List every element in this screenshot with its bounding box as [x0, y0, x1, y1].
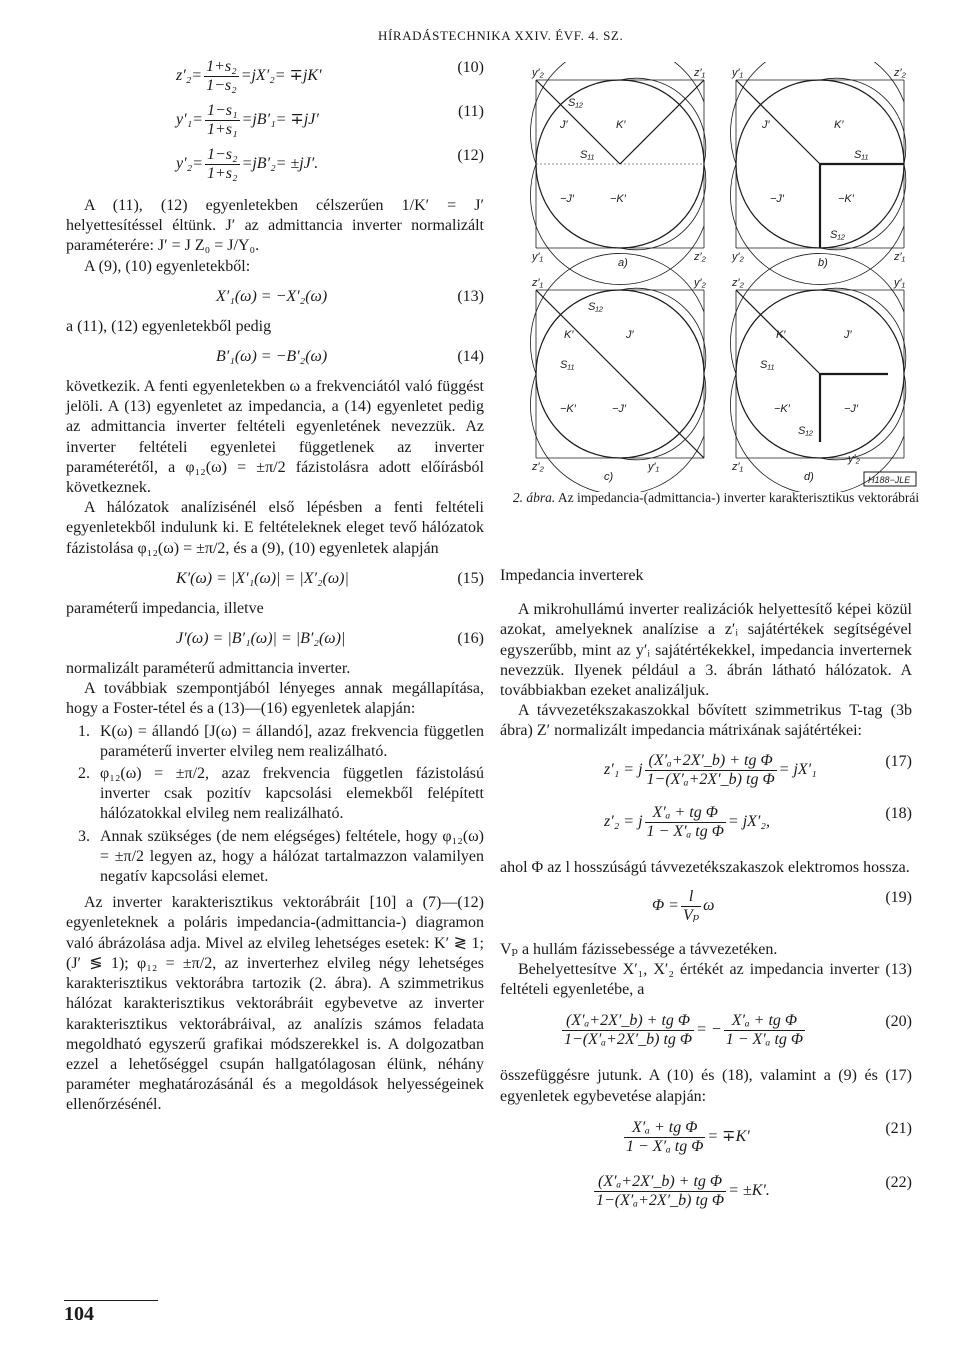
svg-text:−K′: −K′ [838, 193, 854, 205]
equation-number: (17) [885, 752, 912, 770]
paragraph: Az inverter karakterisztikus vektorábráit [10] a (7)—(12) egyenleteknek a poláris impedancia-(admittancia-) diagramon való ábrázolása adja. Mivel az elvileg lehetséges esetek: K′ ≷ 1; (J′ ≶ 1); φ₁₂ = ±π/2, az inverterhez elvileg négy lehetséges karakterisztikus vektorábra tartozik (2. ábra). A szimmetrikus hálózat karakterisztikus vektorábráit egybevetve az inverter karakterisztikus vektorábráival, az analízis számos feladata megoldható egyszerű grafikai módszerekkel is. A dolgozatban ezzel a lehetőséggel csupán hallgatólagosan élünk, néhány paraméter meghatározásánál és a megoldások helyességeinek ellenőrzésénél. [66, 894, 484, 1114]
paragraph: Behelyettesítve X′₁, X′₂ értékét az impedancia inverter (13) feltételi egyenletébe, a [500, 961, 912, 999]
svg-text:−K′: −K′ [610, 193, 626, 205]
svg-text:K′: K′ [776, 329, 786, 341]
equation-13: X′₁(ω) = −X′₂(ω) (13) [66, 287, 484, 317]
equation-number: (14) [457, 348, 484, 366]
section-title: Impedancia inverterek [500, 567, 644, 584]
equation-17: z′₁ = j $\frac{\text{(X′ₐ+2X′\_b) + tg Φ}}{\text{1−(X′ₐ+2X′\_b) tg Φ}}$ = jX′₁ (17) [604, 751, 912, 788]
equation-number: (15) [457, 569, 484, 587]
running-header: HÍRADÁSTECHNIKA XXIV. ÉVF. 4. SZ. [378, 28, 624, 43]
equation-20: $\frac{\text{(X′ₐ+2X′\_b) + tg Φ}}{\text{1−(X′ₐ+2X′\_b) tg Φ}}$ = − $\frac{\text{X′ₐ + tg Φ}}{\text{1 − X′ₐ tg Φ}}$ (20) [564, 1012, 912, 1049]
page-number: 104 [64, 1300, 158, 1326]
paragraph: A továbbiak szempontjából lényeges annak megállapítása, hogy a Foster-tétel és a (13)—(16) egyenletek alapján: [66, 680, 484, 718]
equation-number: (18) [885, 804, 912, 822]
paragraph: paraméterű impedancia, illetve [66, 599, 264, 617]
svg-text:−J′: −J′ [560, 193, 574, 205]
list-item: 2. φ₁₂(ω) = ±π/2, azaz frekvencia független fázistolású inverter csak pozitív kapcsolási elemekből felépített hálózatokkal elvileg nem realizálható. [78, 765, 484, 823]
panel-c [530, 253, 705, 492]
equation-14: B′₁(ω) = −B′₂(ω) (14) [66, 347, 484, 377]
equation-11: y′₁= $\frac{\text{1−s₁}}{\text{1+s₁}}$ =jB′₁= ∓jJ′ (11) [176, 102, 484, 138]
equation-16: J′(ω) = |B′₁(ω)| = |B′₂(ω)| (16) [66, 629, 484, 659]
svg-text:K′: K′ [564, 329, 574, 341]
equation-18: z′₂ = j $\frac{\text{X′ₐ + tg Φ}}{\text{1 − X′ₐ tg Φ}}$ = jX′₂, (18) [604, 803, 912, 840]
svg-text:J′: J′ [762, 119, 770, 131]
svg-text:y′₂: y′₂ [532, 67, 544, 79]
equation-number: (19) [885, 888, 912, 906]
svg-text:S₁₁: S₁₁ [854, 149, 869, 161]
paragraph: A hálózatok analízisénél első lépésben a fenti feltételi egyenletekből indulunk ki. E feltételeknek eleget tevő hálózatok fázistolása φ₁₂(ω) = ±π/2, és a (9), (10) egyenletek alapján [66, 499, 484, 557]
svg-text:J′: J′ [844, 329, 852, 341]
svg-text:S₁₁: S₁₁ [560, 359, 575, 371]
equation-15: K′(ω) = |X′₁(ω)| = |X′₂(ω)| (15) [66, 569, 484, 599]
svg-text:S₁₂: S₁₂ [830, 229, 846, 241]
right-column [500, 556, 912, 1217]
equation-number: (21) [885, 1119, 912, 1137]
svg-text:z′₂: z′₂ [894, 67, 906, 79]
svg-text:S₁₂: S₁₂ [568, 97, 584, 109]
svg-text:S₁₂: S₁₂ [588, 301, 604, 313]
equation-number: (20) [885, 1013, 912, 1031]
svg-text:y′₂: y′₂ [848, 453, 860, 465]
vector-diagrams [508, 62, 918, 492]
svg-text:y′₁: y′₁ [532, 251, 544, 263]
paragraph: A (11), (12) egyenletekben célszerűen 1/K′ = J′ helyettesítéssel éltünk. J′ az admittancia inverter normalizált paraméterére: J′ = J Z₀ = J/Y₀. [66, 197, 484, 255]
paragraph: összefüggésre jutunk. A (10) és (18), valamint a (9) és (17) egyenletek egybevetése alapján: [500, 1067, 912, 1105]
equation-number: (22) [885, 1173, 912, 1191]
svg-text:−K′: −K′ [560, 403, 576, 415]
paragraph: normalizált paraméterű admittancia inverter. [66, 660, 351, 678]
equation-number: (12) [457, 147, 484, 164]
svg-text:z′₂: z′₂ [694, 251, 706, 263]
svg-text:−K′: −K′ [774, 403, 790, 415]
panel-a [530, 62, 705, 285]
paragraph: következik. A fenti egyenletekben ω a frekvenciától való függést jelöli. A (13) egyenletet az impedancia, a (14) egyenletet pedig az admittancia inverter feltételi egyenletének nevezzük. Az inverter feltételi egyenletei függetlenek az inverter paraméterétől, a φ₁₂(ω) = ±π/2 fázistolásra adott előírásból következnek. [66, 378, 484, 497]
svg-text:b): b) [818, 257, 828, 269]
equation-10: z′₂= $\frac{\text{1+s₂}}{\text{1−s₂}}$ =jX′₂= ∓jK′ (10) [176, 58, 484, 94]
panel-b [730, 62, 905, 285]
panel-d [730, 253, 905, 492]
svg-text:S₁₁: S₁₁ [760, 359, 775, 371]
svg-text:y′₁: y′₁ [732, 67, 744, 79]
svg-text:y′₁: y′₁ [894, 277, 906, 289]
svg-text:S₁₂: S₁₂ [798, 425, 814, 437]
paragraph: a (11), (12) egyenletekből pedig [66, 317, 272, 335]
svg-text:J′: J′ [626, 329, 634, 341]
svg-text:−J′: −J′ [770, 193, 784, 205]
svg-text:y′₁: y′₁ [648, 461, 660, 473]
svg-text:z′₁: z′₁ [532, 277, 544, 289]
svg-text:d): d) [804, 471, 814, 483]
svg-text:H188−JLE: H188−JLE [868, 475, 911, 485]
svg-text:z′₁: z′₁ [694, 67, 706, 79]
svg-text:z′₂: z′₂ [732, 277, 744, 289]
svg-text:−J′: −J′ [844, 403, 858, 415]
equation-22: $\frac{\text{(X′ₐ+2X′\_b) + tg Φ}}{\text{1−(X′ₐ+2X′\_b) tg Φ}}$ = ±K′. (22) [596, 1172, 912, 1209]
svg-text:J′: J′ [560, 119, 568, 131]
figure-2 [508, 62, 918, 492]
svg-text:K′: K′ [834, 119, 844, 131]
svg-text:y′₂: y′₂ [732, 251, 744, 263]
paragraph: A távvezetékszakaszokkal bővített szimmetrikus T-tag (3b ábra) Z′ normalizált impedancia mátrixának sajátértékei: [500, 702, 912, 740]
svg-text:−J′: −J′ [612, 403, 626, 415]
paragraph: Vₚ a hullám fázissebessége a távvezetéken. [500, 940, 778, 958]
equation-12: y′₂= $\frac{\text{1−s₂}}{\text{1+s₂}}$ =jB′₂= ±jJ′. (12) [176, 146, 484, 182]
equation-21: $\frac{\text{X′ₐ + tg Φ}}{\text{1 − X′ₐ tg Φ}}$ = ∓K′ (21) [626, 1118, 912, 1155]
svg-text:z′₁: z′₁ [732, 461, 744, 473]
svg-text:z′₂: z′₂ [532, 461, 544, 473]
equation-number: (13) [457, 287, 484, 305]
svg-text:c): c) [604, 471, 614, 483]
svg-text:S₁₁: S₁₁ [580, 149, 595, 161]
paragraph: A (9), (10) egyenletekből: [84, 257, 251, 275]
equation-number: (10) [457, 59, 484, 76]
figure-caption: 2. ábra. Az impedancia-(admittancia-) inverter karakterisztikus vektorábrái [512, 490, 920, 505]
list-item: 3. Annak szükséges (de nem elégséges) feltétele, hogy φ₁₂(ω) = ±π/2 legyen az, hogy a hálózat tartalmazzon valamilyen negatív kapcsolási elemet. [78, 827, 484, 886]
svg-text:a): a) [618, 257, 628, 269]
equation-19: Φ = $\frac{l}{\text{Vₚ}}$ ω (19) [652, 887, 912, 924]
equation-number: (11) [457, 103, 484, 120]
paragraph: ahol Φ az l hosszúságú távvezetékszakaszok elektromos hossza. [500, 858, 910, 876]
left-column [66, 58, 484, 1116]
svg-text:y′₂: y′₂ [694, 277, 706, 289]
list-item: 1. K(ω) = állandó [J(ω) = állandó], azaz frekvencia független paraméterű inverter elvileg nem realizálható. [78, 722, 484, 760]
svg-text:K′: K′ [616, 119, 626, 131]
svg-text:z′₁: z′₁ [894, 251, 906, 263]
paragraph: A mikrohullámú inverter realizációk helyettesítő képei közül azokat, amelyeknek analízise a z′ᵢ sajátértékek segítségével egyszerűbb, mint az y′ᵢ sajátértékekkel, impedancia inverternek nevezzük. Ilyenek például a 3. ábrán látható hálózatok. A továbbiakban ezeket analizáljuk. [500, 601, 912, 700]
equation-number: (16) [457, 630, 484, 648]
